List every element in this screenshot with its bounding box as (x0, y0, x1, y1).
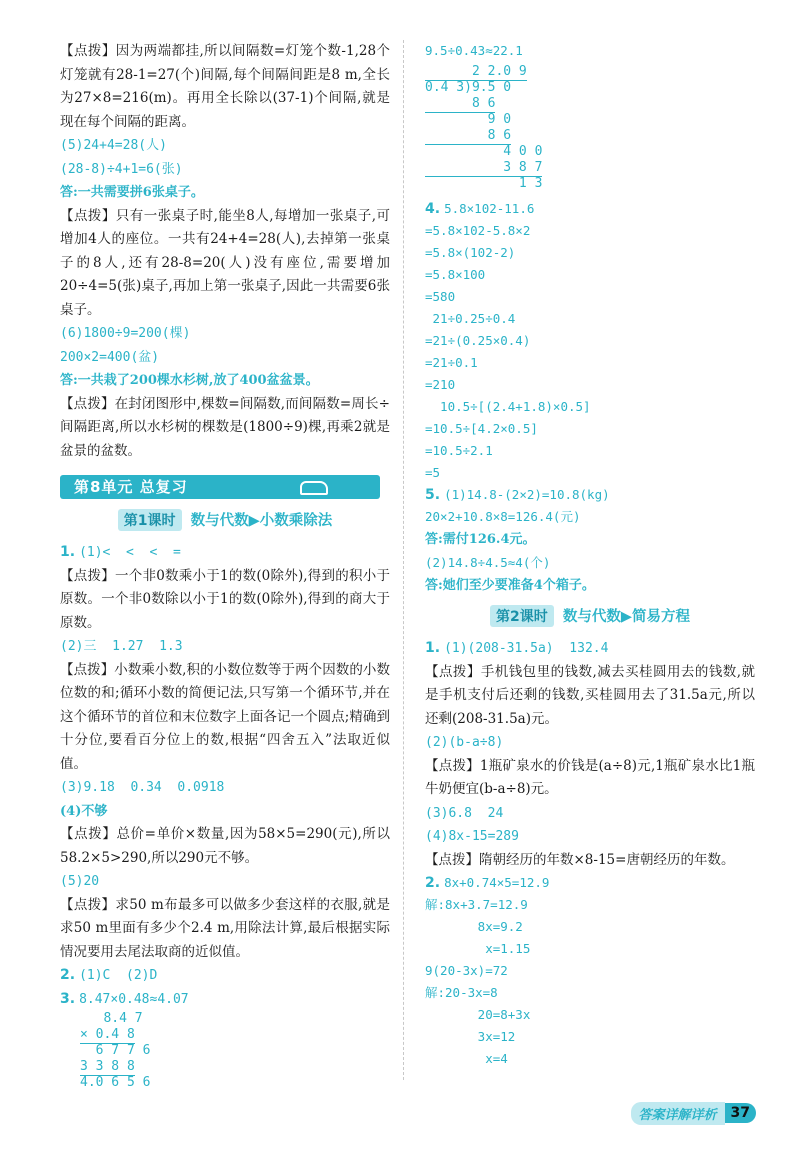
answer-line: (28-8)÷4+1=6(张) (60, 161, 183, 177)
hint-paragraph: 【点拨】1瓶矿泉水的价钱是(a÷8)元,1瓶矿泉水比1瓶牛奶便宜(b-a÷8)元。 (425, 757, 755, 797)
calc-line: 10.5÷[(2.4+1.8)×0.5] (425, 399, 591, 414)
answer-line: 200×2=400(盆) (60, 349, 160, 365)
calc-line: 8x+0.74×5=12.9 (444, 875, 550, 890)
calc-line: 5.8×102-11.6 (444, 201, 535, 216)
question-2-answer (60, 964, 390, 988)
calc-line: 20=8+3x (425, 1007, 531, 1022)
answer-text: (1)C (2)D (79, 968, 158, 983)
calc-line: 21÷0.25÷0.4 (425, 311, 516, 326)
calc-line: 9(20-3x)=72 (425, 963, 508, 978)
column-divider (403, 40, 404, 1080)
calc-row: 9 0 (425, 112, 512, 127)
calc-line: 解:8x+3.7=12.9 (425, 897, 528, 912)
page-footer (631, 1102, 757, 1124)
calc-line: =5 (425, 465, 441, 480)
hint-paragraph: 【点拨】因为两端都挂,所以间隔数=灯笼个数-1,28个灯笼就有28-1=27(个)间隔,每个间隔间距是8 m,全长为27×8=216(m)。再用全长除以(37-1)个间隔,就是现在每个间隔的距离。 (60, 43, 390, 130)
question-1-answer (425, 637, 755, 661)
answer-text: 8.47×0.48≈4.07 (79, 991, 189, 1007)
hint-paragraph: 【点拨】隋朝经历的年数×8-15=唐朝经历的年数。 (425, 851, 735, 868)
calc-line: (1)14.8-(2×2)=10.8(kg) (444, 487, 610, 502)
calc-line: x=1.15 (425, 941, 531, 956)
question-number: 3. (60, 990, 76, 1007)
calc-line: =21÷0.1 (425, 355, 478, 370)
page-number: 37 (725, 1103, 756, 1123)
calc-row: 4.0 6 5 6 (80, 1075, 151, 1090)
car-icon (300, 481, 328, 495)
calc-line: =210 (425, 377, 456, 392)
lesson-heading (60, 509, 390, 531)
division-vertical (425, 64, 755, 192)
question-number: 5. (425, 487, 441, 503)
calc-row: 8 6 (425, 128, 512, 143)
multiplication-vertical (80, 1011, 390, 1091)
calc-line: =5.8×(102-2) (425, 245, 516, 260)
lesson-title: 数与代数▶简易方程 (562, 609, 690, 625)
calc-line: =10.5÷2.1 (425, 443, 493, 458)
answer-line: (3)6.8 24 (425, 805, 504, 821)
calc-line: =10.5÷[4.2×0.5] (425, 421, 538, 436)
division-heading: 9.5÷0.43≈22.1 (425, 43, 523, 58)
answer-line: (4)不够 (60, 803, 108, 819)
answer-line: (6)1800÷9=200(棵) (60, 326, 191, 341)
question-4-line (425, 198, 755, 220)
calc-line: 解:20-3x=8 (425, 985, 498, 1000)
calc-line: 8x=9.2 (425, 919, 523, 934)
left-column (60, 40, 390, 1091)
calc-row: 8 6 (425, 96, 496, 111)
calc-line: x=4 (425, 1051, 508, 1066)
answer-conclusion: 答:一共栽了200棵水杉树,放了400盆盆景。 (60, 373, 319, 388)
calc-row: × 0.4 8 (80, 1027, 135, 1042)
calc-line: =21÷(0.25×0.4) (425, 333, 531, 348)
question-number: 4. (425, 201, 441, 217)
hint-paragraph: 【点拨】在封闭图形中,棵数=间隔数,而间隔数=周长÷间隔距离,所以水杉树的棵数是(1800÷9)棵,再乘2就是盆景的盆数。 (60, 395, 390, 459)
hint-paragraph: 【点拨】求50 m布最多可以做多少套这样的衣服,就是求50 m里面有多少个2.4 m,用除法计算,最后根据实际情况要用去尾法取商的近似值。 (60, 896, 390, 960)
calc-row: 1 3 (425, 176, 543, 191)
answer-text: (1)(208-31.5a) 132.4 (444, 641, 609, 656)
calc-line: =5.8×100 (425, 267, 486, 282)
calc-row: 2 2.0 9 (425, 64, 527, 79)
hint-paragraph: 【点拨】一个非0数乘小于1的数(0除外),得到的积小于原数。一个非0数除以小于1的数(0除外),得到的商大于原数。 (60, 567, 390, 631)
calc-line: =580 (425, 289, 456, 304)
footer-label: 答案详解详析 (631, 1102, 725, 1125)
question-number: 1. (425, 640, 441, 656)
lesson-heading (425, 605, 755, 627)
right-column (425, 40, 755, 1070)
lesson-badge: 第2课时 (490, 605, 554, 627)
hint-paragraph: 【点拨】只有一张桌子时,能坐8人,每增加一张桌子,可增加4人的座位。一共有24+4=28(人),去掉第一张桌子的8人,还有28-8=20(人)没有座位,需要增加20÷4=5(张)桌子,再加上第一张桌子,因此一共需要6张桌子。 (60, 207, 390, 318)
lesson-title: 数与代数▶小数乘除法 (190, 513, 333, 529)
answer-conclusion: 答:一共需要拼6张桌子。 (60, 185, 204, 200)
calc-line: 20×2+10.8×8=126.4(元) (425, 509, 581, 524)
unit-banner (60, 473, 390, 501)
answer-line: (5)20 (60, 874, 100, 889)
hint-paragraph: 【点拨】总价=单价×数量,因为58×5=290(元),所以58.2×5>290,所以290元不够。 (60, 826, 390, 866)
answer-conclusion: 答:她们至少要准备4个箱子。 (425, 577, 595, 593)
calc-line: (2)14.8÷4.5≈4(个) (425, 554, 551, 570)
calc-line: 3x=12 (425, 1029, 516, 1044)
question-2-line (425, 872, 755, 894)
answer-line: (4)8x-15=289 (425, 829, 519, 844)
answer-text: (1)< < < = (79, 545, 181, 560)
answer-line: (2)(b-a÷8) (425, 735, 504, 750)
question-5-line (425, 484, 755, 506)
calc-row: 0.4 3)9.5 0 (425, 80, 512, 95)
answer-conclusion: 答:需付126.4元。 (425, 532, 536, 547)
hint-paragraph: 【点拨】手机钱包里的钱数,减去买桂圆用去的钱数,就是手机支付后还剩的钱数,买桂圆用去了31.5a元,所以还剩(208-31.5a)元。 (425, 663, 755, 727)
calc-row: 8.4 7 (80, 1011, 143, 1026)
question-3-answer (60, 988, 390, 1012)
calc-line: =5.8×102-5.8×2 (425, 223, 531, 238)
unit-title: 第8单元 总复习 (74, 478, 188, 496)
hint-paragraph: 【点拨】小数乘小数,积的小数位数等于两个因数的小数位数的和;循环小数的简便记法,只写第一个循环节,并在这个循环节的首位和末位数字上面各记一个圆点;精确到十分位,要看百分位上的数,根据“四舍五入”法取近似值。 (60, 661, 390, 772)
answer-line: (2)三 1.27 1.3 (60, 639, 183, 654)
question-number: 2. (60, 967, 76, 983)
lesson-badge: 第1课时 (118, 509, 182, 531)
calc-row: 3 3 8 8 (80, 1059, 135, 1074)
question-1-answer (60, 541, 390, 565)
calc-row: 4 0 0 (425, 144, 543, 159)
answer-line: (3)9.18 0.34 0.0918 (60, 780, 225, 795)
calc-row: 3 8 7 (425, 160, 543, 175)
question-number: 1. (60, 544, 76, 560)
calc-row: 6 7 7 6 (80, 1043, 151, 1058)
answer-line: (5)24+4=28(人) (60, 138, 167, 153)
question-number: 2. (425, 875, 441, 891)
